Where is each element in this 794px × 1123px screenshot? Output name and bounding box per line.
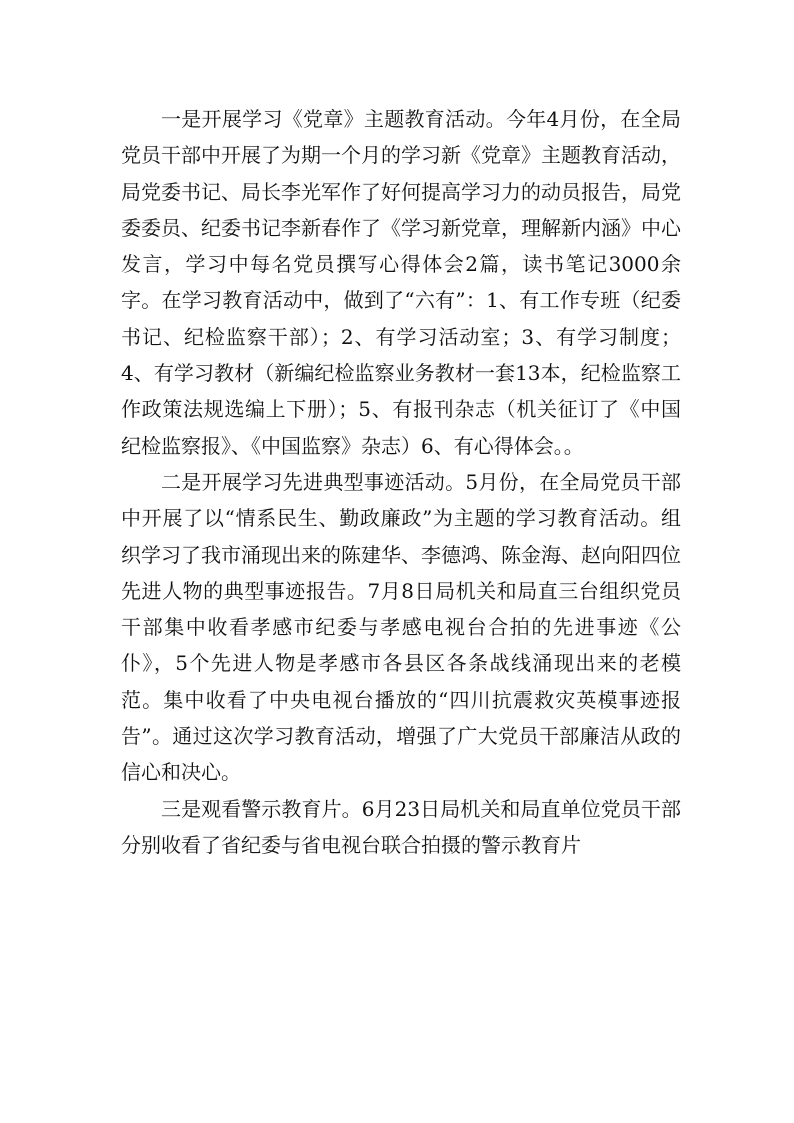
paragraph-party-constitution-study: 一是开展学习《党章》主题教育活动。今年4月份，在全局党员干部中开展了为期一个月的学习新《党章》主题教育活动，局党委书记、局长李光军作了好何提高学习力的动员报告，局党委委员、纪委书记李新春作了《学习新党章，理解新内涵》中心发言，学习中每名党员撰写心得体会2篇，读书笔记3000余字。在学习教育活动中，做到了“六有”：1、有工作专班（纪委书记、纪检监察干部）；2、有学习活动室；3、有学习制度；4、有学习教材（新编纪检监察业务教材一套13本，纪检监察工作政策法规选编上下册）；5、有报刊杂志（机关征订了《中国纪检监察报》、《中国监察》杂志）6、有心得体会。。 (121, 107, 681, 458)
paragraph-advanced-models-study: 二是开展学习先进典型事迹活动。5月份，在全局党员干部中开展了以“情系民生、勤政廉政”为主题的学习教育活动。组织学习了我市涌现出来的陈建华、李德鸿、陈金海、赵向阳四位先进人物的典型事迹报告。7月8日局机关和局直三台组织党员干部集中收看孝感市纪委与孝感电视台合拍的先进事迹《公仆》，5个先进人物是孝感市各县区各条战线涌现出来的老模范。集中收看了中央电视台播放的“四川抗震救灾英模事迹报告”。通过这次学习教育活动，增强了广大党员干部廉洁从政的信心和决心。 (121, 469, 681, 785)
document-body (121, 101, 681, 863)
paragraph-warning-education-film: 三是观看警示教育片。6月23日局机关和局直单位党员干部分别收看了省纪委与省电视台联合拍摄的警示教育片 (121, 796, 681, 857)
